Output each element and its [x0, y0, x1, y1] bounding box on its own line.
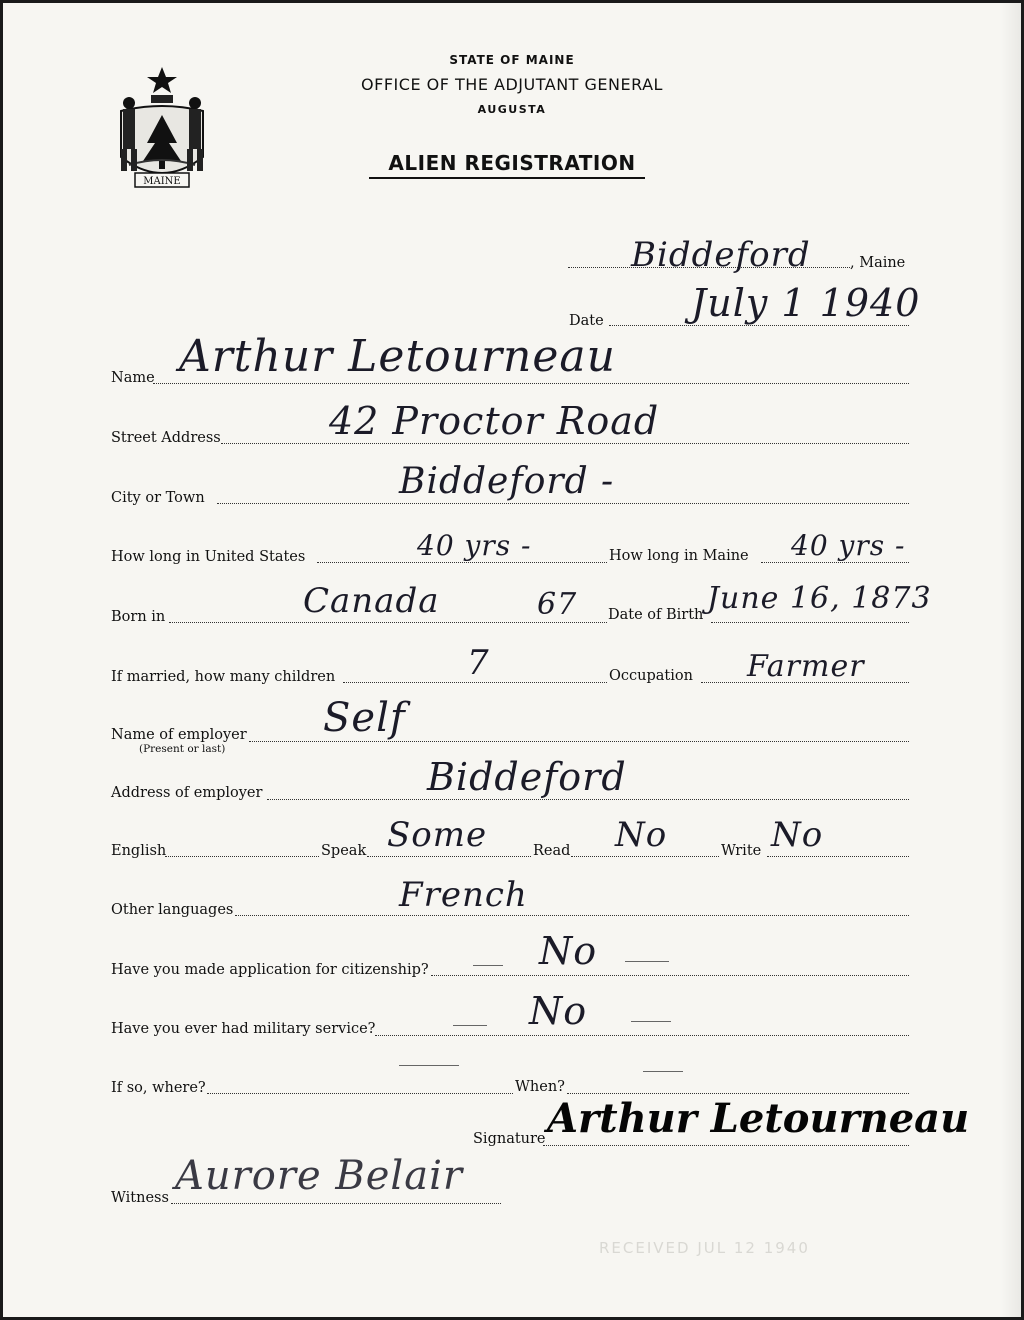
- years-us-line: [317, 562, 607, 563]
- city-heading: AUGUSTA: [477, 103, 547, 116]
- other-languages-line: [235, 915, 909, 916]
- received-stamp: RECEIVED JUL 12 1940: [599, 1239, 810, 1257]
- citizenship-entry: No: [539, 929, 598, 973]
- dob-line: [711, 622, 909, 623]
- where-line: [207, 1093, 513, 1094]
- employer-address-entry: Biddeford: [427, 755, 627, 799]
- citizenship-dash-right: [625, 961, 669, 962]
- years-maine-line: [761, 562, 909, 563]
- street-line: [221, 443, 909, 444]
- occupation-entry: Farmer: [747, 649, 865, 684]
- military-stroke-low-left: [399, 1065, 459, 1066]
- write-label: Write: [721, 843, 762, 859]
- form-title: ALIEN REGISTRATION: [388, 151, 636, 175]
- city-entry: Biddeford -: [399, 461, 615, 502]
- other-languages-label: Other languages: [111, 902, 234, 918]
- employer-address-line: [267, 799, 909, 800]
- name-line: [153, 383, 909, 384]
- witness-line: [171, 1203, 501, 1204]
- office-heading: OFFICE OF THE ADJUTANT GENERAL: [361, 75, 663, 94]
- military-dash-right: [631, 1021, 671, 1022]
- military-label: Have you ever had military service?: [111, 1021, 376, 1037]
- other-languages-entry: French: [399, 875, 528, 915]
- town-entry: Biddeford: [631, 235, 811, 275]
- born-in-label: Born in: [111, 609, 166, 625]
- speak-line: [367, 856, 531, 857]
- children-entry: 7: [467, 643, 490, 683]
- name-label: Name: [111, 370, 155, 386]
- state-heading: STATE OF MAINE: [449, 53, 575, 67]
- maine-label: , Maine: [850, 255, 906, 271]
- street-label: Street Address: [111, 430, 221, 446]
- city-line: [217, 503, 909, 504]
- english-line: [165, 856, 319, 857]
- when-label: When?: [515, 1079, 565, 1095]
- name-entry: Arthur Letourneau: [179, 331, 616, 382]
- speak-label: Speak: [321, 843, 367, 859]
- military-entry: No: [529, 989, 588, 1033]
- date-line: [609, 325, 909, 326]
- employer-entry: Self: [323, 695, 406, 741]
- read-label: Read: [533, 843, 571, 859]
- military-dash-left: [453, 1025, 487, 1026]
- employer-note: (Present or last): [139, 743, 226, 755]
- military-line: [375, 1035, 909, 1036]
- title-underline: [369, 177, 645, 179]
- date-entry: July 1 1940: [691, 281, 921, 325]
- witness-entry: Aurore Belair: [175, 1153, 463, 1199]
- speak-entry: Some: [387, 815, 488, 855]
- english-label: English: [111, 843, 167, 859]
- born-in-line: [169, 622, 607, 623]
- write-line: [767, 856, 909, 857]
- born-in-entry: Canada: [303, 581, 440, 621]
- occupation-label: Occupation: [609, 668, 693, 684]
- age-entry: 67: [537, 587, 578, 622]
- years-maine-label: How long in Maine: [609, 548, 749, 564]
- employer-line: [249, 741, 909, 742]
- date-label: Date: [569, 313, 604, 329]
- witness-label: Witness: [111, 1190, 169, 1206]
- page-edge-shadow: [1001, 3, 1021, 1317]
- years-maine-entry: 40 yrs -: [791, 529, 906, 562]
- dob-label: Date of Birth: [608, 607, 704, 623]
- citizenship-label: Have you made application for citizenship?: [111, 962, 429, 978]
- seal-text: MAINE: [143, 176, 181, 187]
- citizenship-line: [431, 975, 909, 976]
- read-entry: No: [615, 815, 668, 855]
- employer-label: Name of employer: [111, 727, 247, 743]
- citizenship-dash-left: [473, 965, 503, 966]
- dob-entry: June 16, 1873: [707, 581, 932, 616]
- city-label: City or Town: [111, 490, 205, 506]
- when-line: [567, 1093, 909, 1094]
- signature-line: [543, 1145, 909, 1146]
- read-line: [571, 856, 719, 857]
- employer-address-label: Address of employer: [111, 785, 263, 801]
- street-entry: 42 Proctor Road: [329, 399, 660, 443]
- signature-entry: Arthur Letourneau: [547, 1095, 970, 1142]
- where-label: If so, where?: [111, 1080, 206, 1096]
- years-us-entry: 40 yrs -: [417, 529, 532, 562]
- signature-label: Signature: [473, 1131, 546, 1147]
- children-label: If married, how many children: [111, 669, 336, 685]
- military-stroke-low-right: [643, 1071, 683, 1072]
- write-entry: No: [771, 815, 824, 855]
- years-us-label: How long in United States: [111, 549, 306, 565]
